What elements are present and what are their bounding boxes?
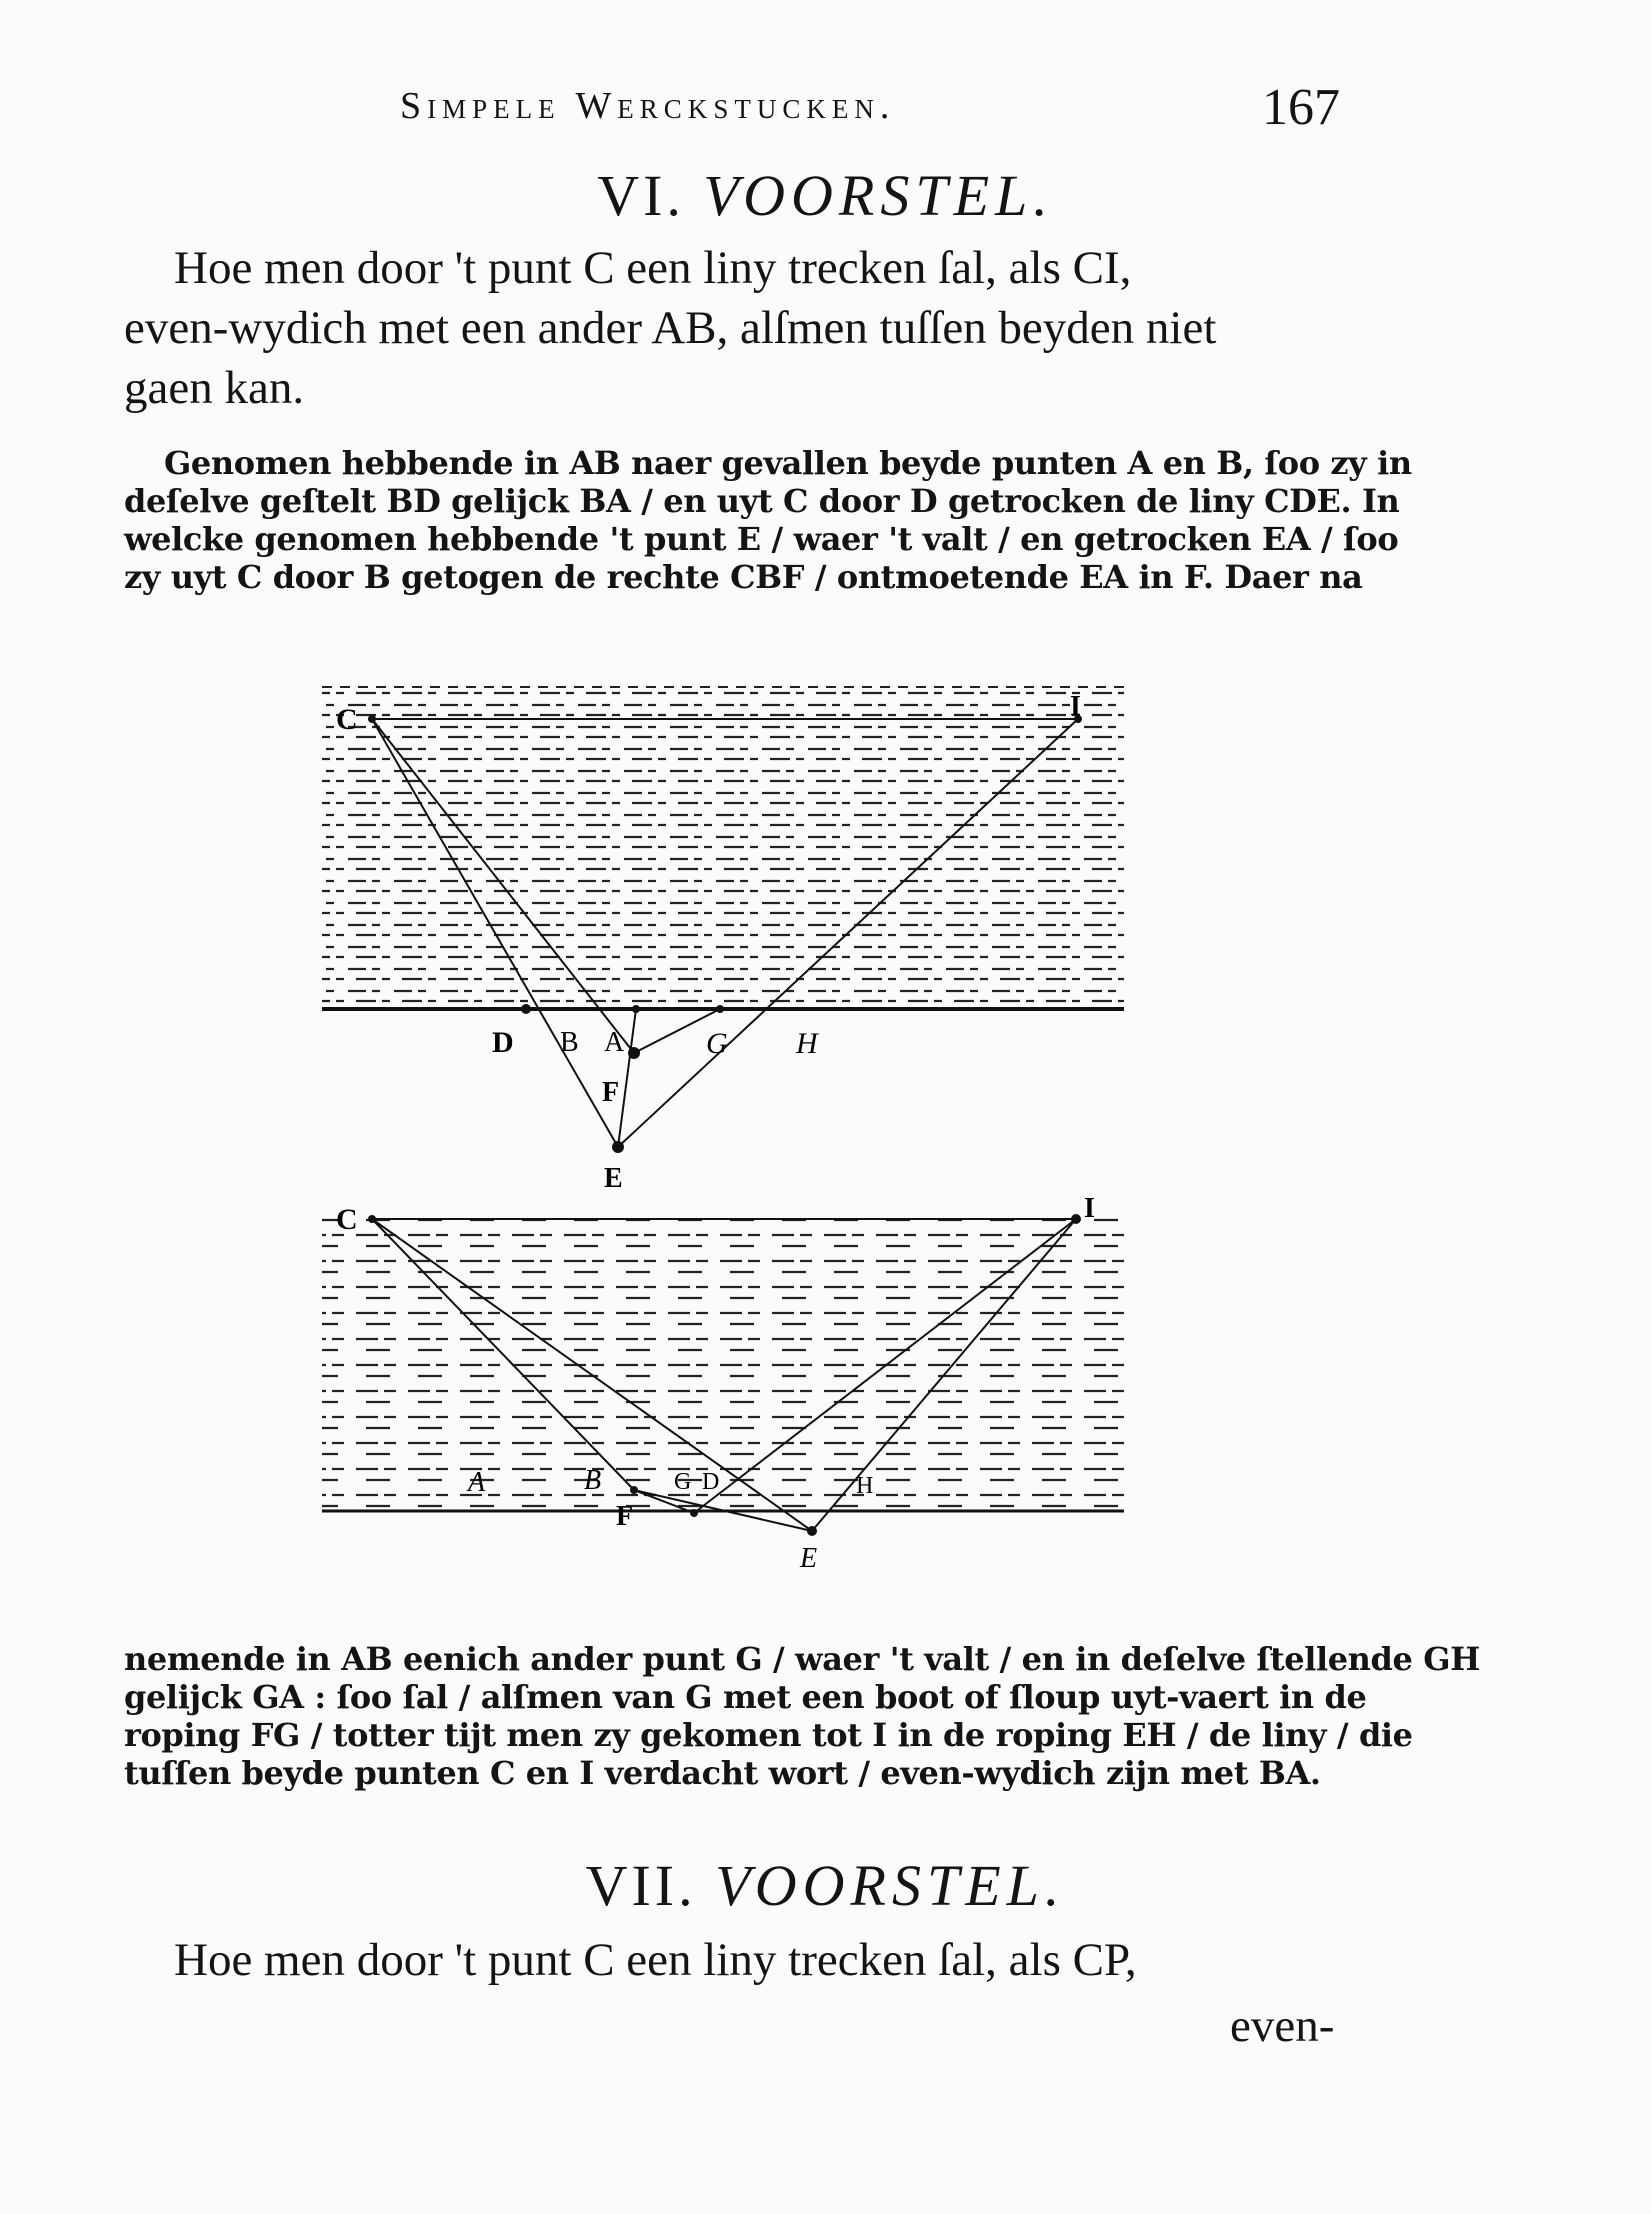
construction-paragraph [124,444,1412,596]
paragraph-line: nemende in AB eenich ander punt G / waer 't valt / en in deſelve ſtellende GH [124,1640,1480,1678]
point-g [716,1005,724,1013]
paragraph-line: deſelve geſtelt BD gelijck BA / en uyt C door D getrocken de liny CDE. In [124,482,1400,520]
page-number: 167 [1262,79,1340,136]
catchword: even- [1230,2000,1335,2052]
point-i [1071,1214,1081,1224]
figure-1 [322,687,1124,1194]
proposition-6-heading [0,162,1651,229]
label-c: C [336,1203,358,1236]
label-h: H [796,1027,818,1060]
point-c [368,1215,376,1223]
point-a [632,1005,640,1013]
label-g: G [706,1027,728,1060]
proposition-6-statement [124,238,1344,418]
label-d: D [702,1469,720,1495]
label-e: E [800,1543,818,1574]
paragraph-line: tuſſen beyde punten C en I verdacht wort / even-wydich zijn met BA. [124,1754,1321,1792]
point-c [368,715,376,723]
point-b [630,1486,638,1494]
paragraph-line: zy uyt C door B getogen de rechte CBF / ontmoetende EA in F. Daer na [124,558,1363,596]
label-b: B [560,1027,579,1058]
label-e: E [604,1163,623,1194]
label-f: F [616,1501,634,1532]
paragraph-line: Genomen hebbende in AB naer gevallen beyde punten A en B, ſoo zy in [164,444,1412,482]
proposition-7-statement: Hoe men door 't punt C een liny trecken ſal, als CP, [174,1934,1137,1986]
label-h: H [856,1473,874,1499]
statement-line: even-wydich met een ander AB, alſmen tuſſen beyden niet [124,302,1217,354]
proposition-7-word: VOORSTEL. [715,1853,1066,1918]
geometric-diagram [300,655,1160,1590]
label-g: G [674,1469,692,1495]
point-e [612,1141,624,1153]
label-d: D [492,1026,514,1059]
river-hatching [322,1211,1124,1511]
proposition-7-heading [0,1852,1651,1919]
statement-line: gaen kan. [124,362,305,414]
proposition-6-number: VI. [597,163,685,228]
statement-line: Hoe men door 't punt C een liny trecken ſal, als CI, [174,242,1132,294]
point-d [521,1004,531,1014]
point-f [690,1509,698,1517]
point-e [807,1526,817,1536]
paragraph-line: roping FG / totter tijt men zy gekomen tot I in de roping EH / de liny / die [124,1716,1413,1754]
proposition-6-word: VOORSTEL. [703,163,1054,228]
label-i: I [1070,691,1081,722]
paragraph-line: gelijck GA : ſoo ſal / alſmen van G met een boot of ſloup uyt-vaert in de [124,1678,1367,1716]
river-hatching [322,687,1124,1009]
running-title: Simpele Werckstucken. [400,85,896,127]
label-a: A [604,1027,625,1058]
label-f: F [602,1077,620,1108]
diagram-svg [300,655,1160,1590]
proposition-7-number: VII. [585,1853,697,1918]
paragraph-line: welcke genomen hebbende 't punt E / waer 't valt / en getrocken EA / ſoo [124,520,1399,558]
label-b: B [584,1465,602,1496]
label-a: A [468,1467,486,1498]
figure-2 [322,1193,1124,1574]
point-f [628,1047,640,1059]
label-c: C [336,703,358,736]
continuation-paragraph [124,1640,1480,1792]
label-i: I [1084,1193,1095,1224]
